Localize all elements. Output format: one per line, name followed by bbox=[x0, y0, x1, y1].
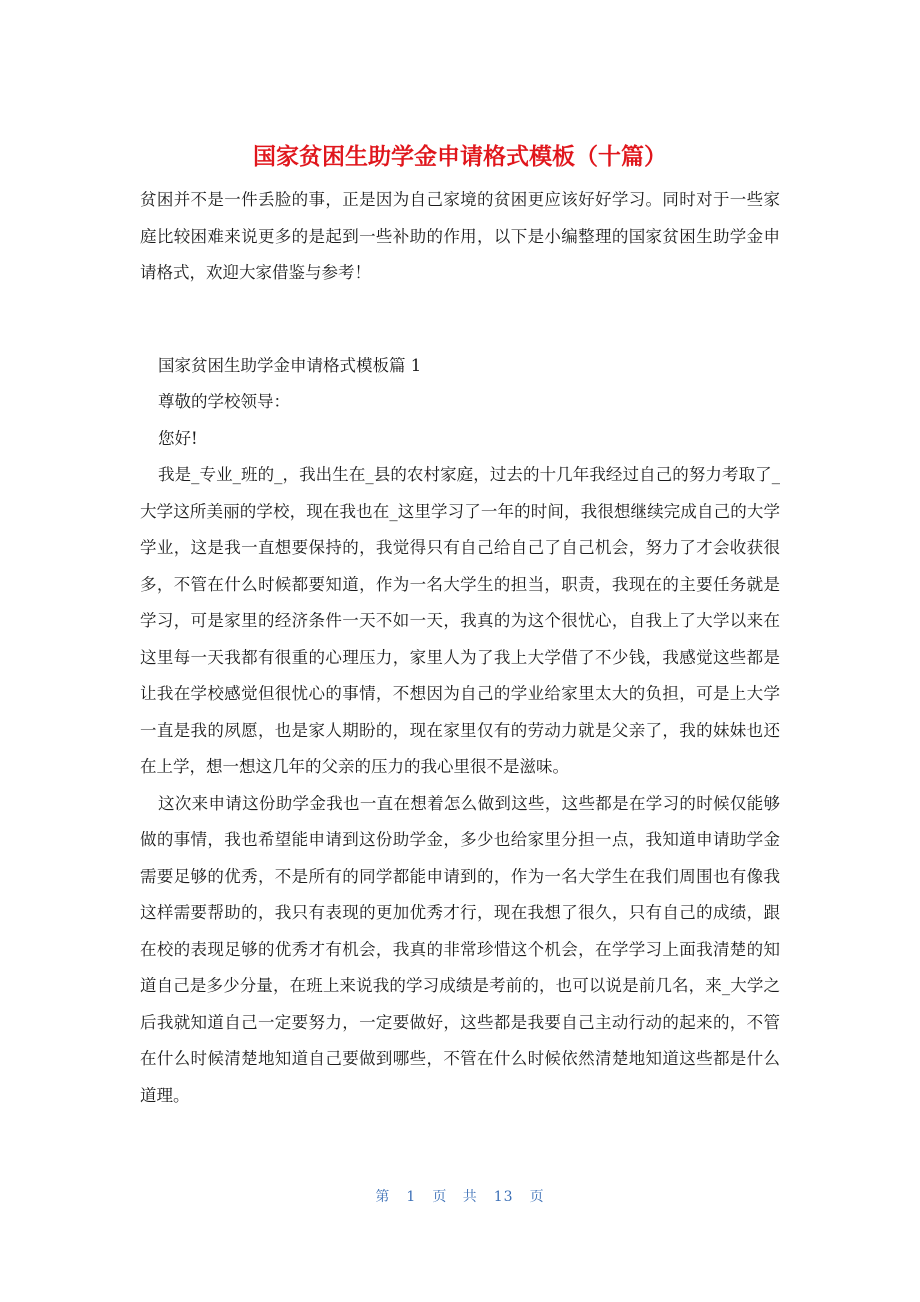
page-footer bbox=[0, 1186, 920, 1208]
body-paragraph-2: 这次来申请这份助学金我也一直在想着怎么做到这些，这些都是在学习的时候仅能够做的事情，我也希望能申请到这份助学金，多少也给家里分担一点，我知道申请助学金需要足够的优秀，不是所有的同学都能申请到的，作为一名大学生在我们周围也有像我这样需要帮助的，我只有表现的更加优秀才行，现在我想了很久，只有自己的成绩，跟在校的表现足够的优秀才有机会，我真的非常珍惜这个机会，在学学习上面我清楚的知道自己是多少分量，在班上来说我的学习成绩是考前的，也可以说是前几名，来_大学之后我就知道自己一定要努力，一定要做好，这些都是我要自己主动行动的起来的，不管在什么时候清楚地知道自己要做到哪些，不管在什么时候依然清楚地知道这些都是什么道理。 bbox=[140, 793, 780, 1105]
intro-paragraph: 贫困并不是一件丢脸的事，正是因为自己家境的贫困更应该好好学习。同时对于一些家庭比较困难来说更多的是起到一些补助的作用，以下是小编整理的国家贫困生助学金申请格式，欢迎大家借鉴与参考！ bbox=[140, 190, 780, 282]
greeting: 您好! bbox=[158, 428, 198, 448]
footer-suffix: 页 bbox=[529, 1189, 545, 1205]
footer-prefix: 第 bbox=[375, 1189, 391, 1205]
section-heading: 国家贫困生助学金申请格式模板篇 1 bbox=[158, 355, 422, 375]
body-paragraph-1: 我是_专业_班的_，我出生在_县的农村家庭，过去的十几年我经过自己的努力考取了_大学这所美丽的学校，现在我也在_这里学习了一年的时间，我很想继续完成自己的大学学业，这是我一直想要保持的，我觉得只有自己给自己了自己机会，努力了才会收获很多，不管在什么时候都要知道，作为一名大学生的担当，职责，我现在的主要任务就是学习，可是家里的经济条件一天不如一天，我真的为这个很忧心，自我上了大学以来在这里每一天我都有很重的心理压力，家里人为了我上大学借了不少钱，我感觉这些都是让我在学校感觉但很忧心的事情，不想因为自己的学业给家里太大的负担，可是上大学一直是我的夙愿，也是家人期盼的，现在家里仅有的劳动力就是父亲了，我的妹妹也还在上学，想一想这几年的父亲的压力的我心里很不是滋味。 bbox=[140, 465, 780, 776]
footer-page-number: 1 bbox=[406, 1189, 417, 1205]
document-body bbox=[140, 182, 780, 1114]
footer-total-pages: 13 bbox=[493, 1189, 514, 1205]
footer-middle: 页 共 bbox=[432, 1189, 478, 1205]
paragraph-spacer bbox=[140, 292, 780, 348]
salutation: 尊敬的学校领导： bbox=[158, 392, 290, 411]
document-title: 国家贫困生助学金申请格式模板（十篇） bbox=[253, 144, 667, 170]
